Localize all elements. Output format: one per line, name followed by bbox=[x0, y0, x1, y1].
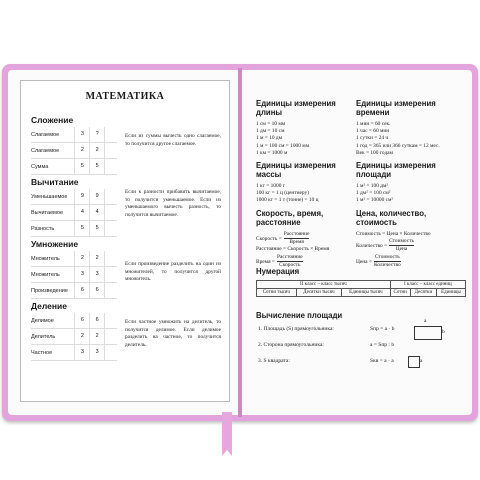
column-header: Единицы тысяч bbox=[342, 289, 390, 297]
length-line: 1 км = 1000 м bbox=[256, 150, 288, 157]
speed-title: Скорость, время, расстояние bbox=[256, 209, 324, 227]
length-line: 1 м = 10 дм bbox=[256, 135, 283, 142]
time-line: 1 сутки = 24 ч bbox=[356, 135, 389, 142]
area-unit-line: 1 м² = 10000 см² bbox=[356, 197, 394, 204]
section-title-multiplication: Умножение bbox=[31, 239, 79, 249]
area-formula: Sкв = a · a bbox=[370, 358, 394, 364]
mass-units bbox=[256, 162, 354, 205]
side-label: b bbox=[442, 329, 445, 335]
table-row: Множитель 2 2 bbox=[31, 251, 117, 267]
time-line: Век = 100 годам bbox=[356, 150, 393, 157]
table-row: Разность 5 5 bbox=[31, 221, 117, 237]
section-title-division: Деление bbox=[31, 301, 67, 311]
area-unit-line: 1 м² = 100 дм² bbox=[356, 182, 389, 189]
column-header: Сотни bbox=[390, 289, 410, 297]
class-units: I класс – класс единиц bbox=[390, 281, 465, 289]
price-section bbox=[356, 210, 468, 270]
area-item: 2. Сторона прямоугольника: bbox=[258, 342, 324, 348]
table-row: Вычитаемое 4 4 bbox=[31, 205, 117, 221]
table-row: Слагаемое 3 ? bbox=[31, 127, 117, 143]
table-row: Сумма 5 5 bbox=[31, 159, 117, 175]
division-table bbox=[31, 313, 117, 361]
table-row: Множитель 3 3 bbox=[31, 267, 117, 283]
time-line: 1 год = 365 или 366 суткам = 12 мес. bbox=[356, 142, 440, 149]
length-line: 1 м = 100 см = 1000 мм bbox=[256, 142, 310, 149]
section-title-subtraction: Вычитание bbox=[31, 177, 79, 187]
column-header: Десятки bbox=[410, 289, 436, 297]
price-formula: Цена = $\frac{\text{Стоимость}}{\text{Количество}}$ bbox=[356, 253, 401, 269]
length-units bbox=[256, 100, 354, 158]
table-row: Частное 3 3 bbox=[31, 345, 117, 361]
table-row: Произведение 6 6 bbox=[31, 283, 117, 299]
table-row: Делитель 2 2 bbox=[31, 329, 117, 345]
area-calc-title: Вычисление площади bbox=[256, 311, 343, 320]
mass-line: 100 кг = 1 ц (центнеру) bbox=[256, 190, 309, 196]
mass-units-title: Единицы измерения массы bbox=[256, 161, 336, 179]
math-reference-board bbox=[20, 80, 230, 402]
column-header: Единицы bbox=[436, 289, 465, 297]
numeration-title: Нумерация bbox=[256, 267, 300, 276]
speed-formula: Скорость = $\frac{\text{Расстояние}}{\text{Время}}$ bbox=[256, 230, 310, 245]
subtraction-rule: Если к разности прибавить вычитаемое, то получится уменьшаемое. Если из уменьшаемого вычесть разность, то получится вычитаемое. bbox=[125, 189, 221, 218]
multiplication-rule: Если произведение разделить на один из множителей, то получится другой множитель. bbox=[125, 261, 221, 283]
addition-rule: Если из суммы вычесть одно слагаемое, то получится другое слагаемое. bbox=[125, 133, 221, 147]
subtraction-table bbox=[31, 189, 117, 237]
side-label: a bbox=[424, 318, 427, 324]
quantity-formula: Количество = $\frac{\text{Стоимость}}{\text{Цена}}$ bbox=[356, 238, 414, 253]
area-item: 1. Площадь (S) прямоугольника: bbox=[258, 326, 334, 332]
area-formula: a = Sпр : b bbox=[370, 342, 395, 348]
area-formula: Sпр = a · b bbox=[370, 326, 395, 332]
division-rule: Если частное умножить на делитель, то получится делимое. Если делимое разделить на частное, то получится делитель. bbox=[125, 319, 221, 348]
time-line: 1 час = 60 мин bbox=[356, 128, 390, 134]
side-label: a bbox=[420, 358, 423, 364]
length-line: 1 дм = 10 см bbox=[256, 128, 285, 134]
table-row: Уменьшаемое 9 9 bbox=[31, 189, 117, 205]
square-diagram bbox=[408, 356, 423, 368]
numeration-table bbox=[256, 280, 466, 297]
addition-table bbox=[31, 127, 117, 175]
ribbon-bookmark bbox=[222, 412, 232, 456]
mass-line: 1 кг = 1000 г bbox=[256, 182, 285, 189]
time-formula: Время = $\frac{\text{Расстояние}}{\text{Скорость}}$ bbox=[256, 253, 303, 269]
distance-formula: Расстояние = Скорость × Время bbox=[256, 246, 330, 253]
time-units bbox=[356, 100, 468, 158]
table-row: Делимое 6 6 bbox=[31, 313, 117, 329]
area-units-title: Единицы измерения площади bbox=[356, 161, 436, 179]
time-units-title: Единицы измерения времени bbox=[356, 99, 436, 117]
area-units bbox=[356, 162, 468, 205]
section-title-addition: Сложение bbox=[31, 115, 74, 125]
speed-section bbox=[256, 210, 354, 270]
column-header: Сотни тысяч bbox=[257, 289, 297, 297]
spine-gutter bbox=[238, 68, 242, 417]
class-thousands: II класс – класс тысяч bbox=[257, 281, 391, 289]
multiplication-table bbox=[31, 251, 117, 299]
table-row: Слагаемое 2 2 bbox=[31, 143, 117, 159]
length-line: 1 см = 10 мм bbox=[256, 120, 286, 127]
area-item: 3. S квадрата: bbox=[258, 358, 290, 364]
length-units-title: Единицы измерения длины bbox=[256, 99, 336, 117]
mass-line: 1000 кг = 1 т (тонне) = 10 ц bbox=[256, 197, 319, 204]
page-title: МАТЕМАТИКА bbox=[85, 91, 165, 102]
column-header: Десятки тысяч bbox=[296, 289, 342, 297]
time-line: 1 мин = 60 сек. bbox=[356, 120, 391, 127]
cost-formula: Стоимость = Цена × Количество bbox=[356, 230, 431, 237]
rectangle-diagram bbox=[414, 326, 442, 340]
area-unit-line: 1 дм² = 100 см² bbox=[356, 190, 391, 196]
price-title: Цена, количество, стоимость bbox=[356, 209, 427, 227]
